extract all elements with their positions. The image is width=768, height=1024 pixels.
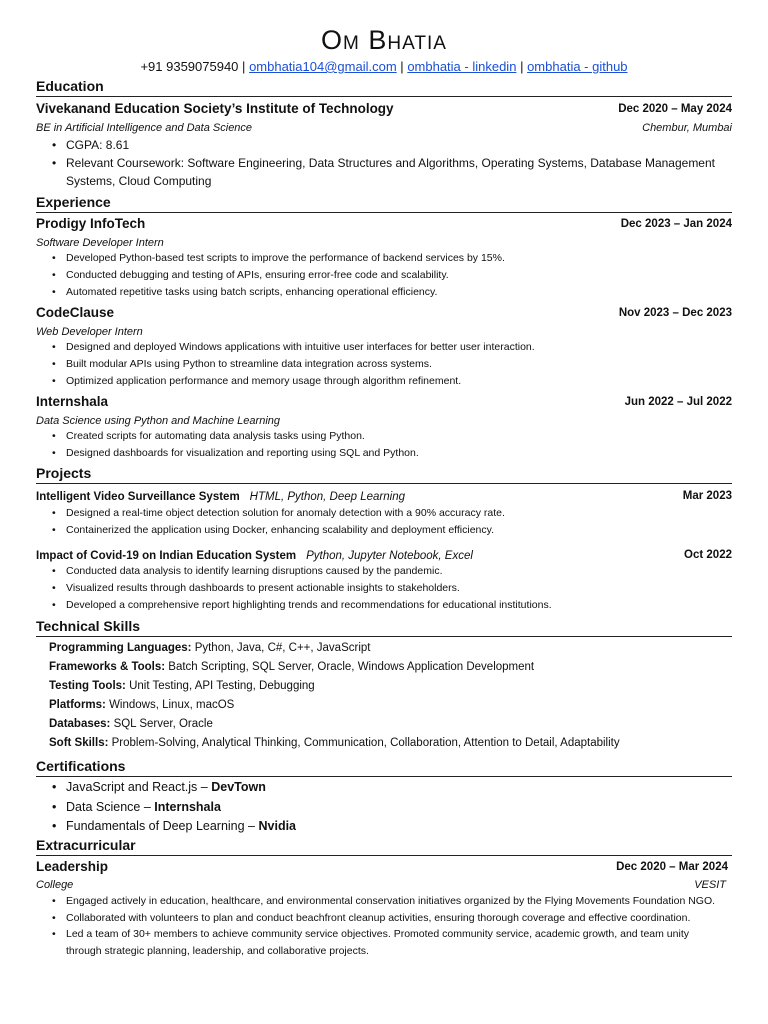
separator: | xyxy=(400,59,404,74)
job-bullets xyxy=(52,250,722,301)
job-role: Data Science using Python and Machine Learning xyxy=(36,415,280,427)
education-location: Chembur, Mumbai xyxy=(642,122,732,134)
skill-value: Unit Testing, API Testing, Debugging xyxy=(125,680,315,692)
project-title-group xyxy=(36,547,473,564)
certification-list xyxy=(52,778,722,837)
contact-line xyxy=(0,58,768,76)
skill-label: Soft Skills: xyxy=(49,737,109,749)
education-dates: Dec 2020 – May 2024 xyxy=(618,103,732,115)
list-item: • Visualized results through dashboards to present actionable insights to stakeholders. xyxy=(52,580,722,597)
list-item: • Optimized application performance and memory usage through algorithm refinement. xyxy=(52,373,722,390)
skill-value: Python, Java, C#, C++, JavaScript xyxy=(191,642,371,654)
separator: | xyxy=(520,59,524,74)
list-item: • CGPA: 8.61 xyxy=(52,136,722,154)
skill-row xyxy=(49,658,749,677)
job-bullets xyxy=(52,428,722,462)
email-link[interactable]: ombhatia104@gmail.com xyxy=(249,59,397,74)
skill-row xyxy=(49,696,749,715)
list-item xyxy=(52,817,722,837)
job-dates: Nov 2023 – Dec 2023 xyxy=(618,307,732,319)
activity-org: College xyxy=(36,879,74,891)
list-item: • Created scripts for automating data analysis tasks using Python. xyxy=(52,428,722,445)
list-item xyxy=(52,798,722,818)
company-name: Internshala xyxy=(36,394,109,409)
section-extracurricular-title: Extracurricular xyxy=(36,837,732,856)
skill-label: Frameworks & Tools: xyxy=(49,661,166,673)
phone-number: +91 9359075940 xyxy=(140,59,239,74)
job-dates: Dec 2023 – Jan 2024 xyxy=(620,218,732,230)
list-item: • Relevant Coursework: Software Engineering, Data Structures and Algorithms, Operating Systems, Database Management Systems, Cloud Computing xyxy=(52,154,722,190)
activity-location: VESIT xyxy=(694,879,726,891)
section-certifications-title: Certifications xyxy=(36,758,732,777)
skill-row xyxy=(49,715,749,734)
linkedin-link[interactable]: ombhatia - linkedin xyxy=(407,59,517,74)
candidate-name: Om Bhatia xyxy=(321,25,447,55)
skill-value: Windows, Linux, macOS xyxy=(105,699,235,711)
skill-label: Databases: xyxy=(49,718,111,730)
education-bullets xyxy=(52,136,722,190)
list-item xyxy=(52,778,722,798)
project-bullets xyxy=(52,505,722,539)
degree: BE in Artificial Intelligence and Data Science xyxy=(36,122,253,134)
skill-label: Testing Tools: xyxy=(49,680,126,692)
job-dates: Jun 2022 – Jul 2022 xyxy=(624,396,732,408)
list-item: • Developed Python-based test scripts to improve the performance of backend services by 15%. xyxy=(52,250,722,267)
project-tech: Python, Jupyter Notebook, Excel xyxy=(306,550,473,562)
project-name: Intelligent Video Surveillance System xyxy=(36,491,240,503)
project-date: Mar 2023 xyxy=(682,490,732,502)
list-item: • Designed and deployed Windows applications with intuitive user interfaces for better user interaction. xyxy=(52,339,722,356)
skill-value: SQL Server, Oracle xyxy=(110,718,213,730)
list-item: • Containerized the application using Docker, enhancing scalability and deployment efficiency. xyxy=(52,522,722,539)
section-experience-title: Experience xyxy=(36,194,732,213)
cert-issuer: Internshala xyxy=(154,799,221,814)
job-role: Web Developer Intern xyxy=(36,326,143,338)
skill-row xyxy=(49,734,749,753)
cert-issuer: DevTown xyxy=(211,780,266,794)
activity-dates: Dec 2020 – Mar 2024 xyxy=(616,861,728,873)
extracurricular-bullets xyxy=(52,893,722,959)
list-item: • Built modular APIs using Python to streamline data integration across systems. xyxy=(52,356,722,373)
list-item: • Designed a real-time object detection solution for anomaly detection with a 90% accuracy rate. xyxy=(52,505,722,522)
list-item: • Conducted debugging and testing of APIs, ensuring error-free code and scalability. xyxy=(52,267,722,284)
skills-list xyxy=(49,639,749,753)
list-item: • Led a team of 30+ members to achieve community service objectives. Promoted community service, academic growth, and team unity through strategic planning, leadership, and collaborative projects. xyxy=(52,926,722,959)
company-name: Prodigy InfoTech xyxy=(36,216,146,231)
project-name: Impact of Covid-19 on Indian Education System xyxy=(36,550,297,562)
list-item: • Conducted data analysis to identify learning disruptions caused by the pandemic. xyxy=(52,563,722,580)
list-item: • Developed a comprehensive report highlighting trends and recommendations for educational institutions. xyxy=(52,597,722,614)
skill-label: Platforms: xyxy=(49,699,106,711)
skill-label: Programming Languages: xyxy=(49,642,192,654)
project-bullets xyxy=(52,563,722,614)
cert-course: Data Science – xyxy=(66,799,155,814)
cert-issuer: Nvidia xyxy=(258,819,297,833)
skill-value: Batch Scripting, SQL Server, Oracle, Windows Application Development xyxy=(165,661,535,673)
list-item: • Engaged actively in education, healthcare, and environmental conservation initiatives organized by the Flying Movements Foundation NGO. xyxy=(52,893,722,910)
skill-row xyxy=(49,677,749,696)
project-date: Oct 2022 xyxy=(684,549,732,561)
section-education-title: Education xyxy=(36,78,732,97)
github-link[interactable]: ombhatia - github xyxy=(527,59,628,74)
cert-course: Fundamentals of Deep Learning – xyxy=(66,819,259,833)
job-bullets xyxy=(52,339,722,390)
list-item: • Designed dashboards for visualization and reporting using SQL and Python. xyxy=(52,445,722,462)
list-item: • Collaborated with volunteers to plan and conduct beachfront cleanup activities, ensuring thorough coverage and effective coordination. xyxy=(52,910,722,927)
project-title-group xyxy=(36,488,405,505)
job-role: Software Developer Intern xyxy=(36,237,164,249)
separator: | xyxy=(242,59,246,74)
cert-course: JavaScript and React.js – xyxy=(66,780,212,794)
section-projects-title: Projects xyxy=(36,465,732,484)
skill-value: Problem-Solving, Analytical Thinking, Communication, Collaboration, Attention to Detail, Adaptability xyxy=(108,737,620,749)
section-skills-title: Technical Skills xyxy=(36,618,732,637)
list-item: • Automated repetitive tasks using batch scripts, enhancing operational efficiency. xyxy=(52,284,722,301)
company-name: CodeClause xyxy=(36,305,115,320)
skill-row xyxy=(49,639,749,658)
school-name: Vivekanand Education Society’s Institute of Technology xyxy=(36,101,394,116)
activity-heading: Leadership xyxy=(36,859,109,874)
project-tech: HTML, Python, Deep Learning xyxy=(249,491,406,503)
